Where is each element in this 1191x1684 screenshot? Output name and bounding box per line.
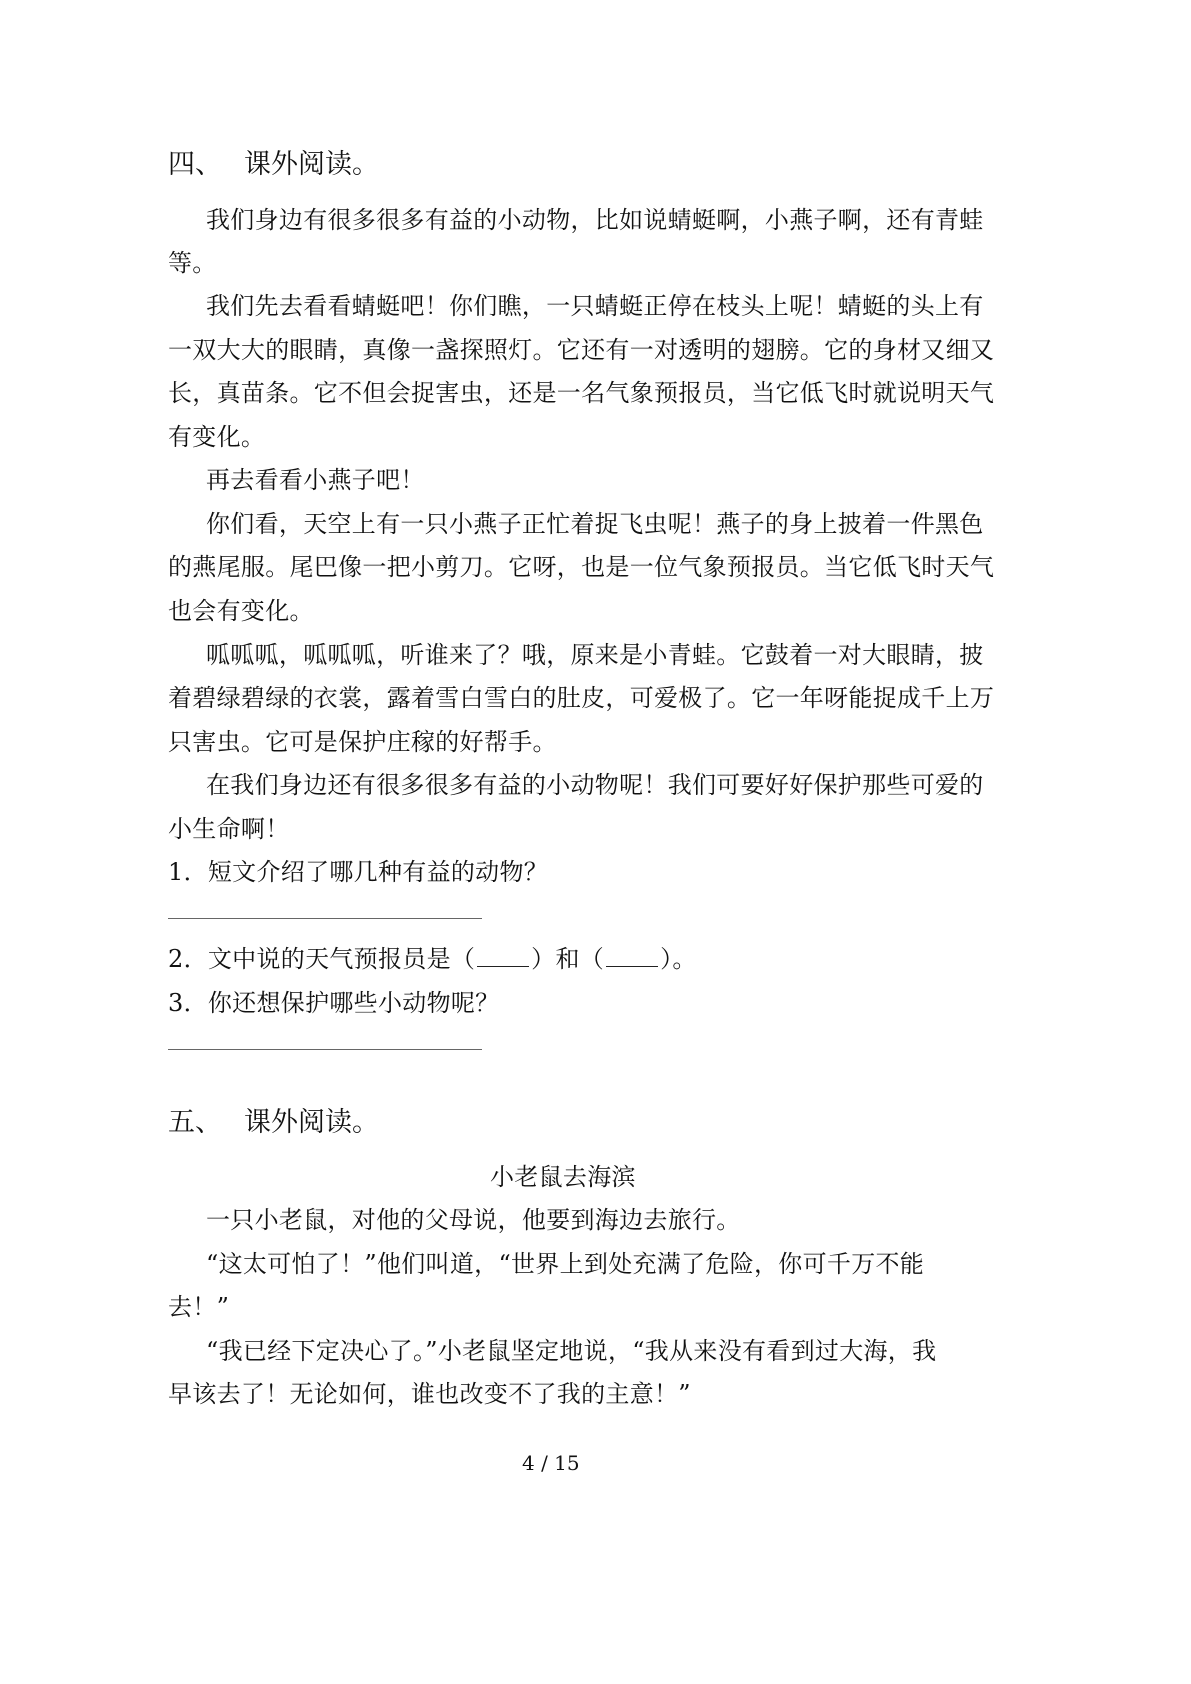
paragraph-line: 也会有变化。: [168, 597, 314, 625]
section-4-heading: [168, 142, 379, 181]
question-2-mid: ）和（: [531, 945, 605, 973]
paragraph-line: 的燕尾服。尾巴像一把小剪刀。它呀，也是一位气象预报员。当它低飞时天气: [168, 553, 995, 581]
question-2-prefix: 2．文中说的天气预报员是（: [168, 945, 476, 973]
paragraph-line: 一只小老鼠，对他的父母说，他要到海边去旅行。: [206, 1206, 741, 1234]
section-title: 课外阅读。: [244, 1107, 379, 1138]
paragraph-line: 再去看看小燕子吧！: [206, 466, 425, 494]
section-number: 四、: [168, 149, 222, 180]
paragraph-line: 你们看，天空上有一只小燕子正忙着捉飞虫呢！燕子的身上披着一件黑色: [206, 510, 984, 538]
paragraph-line: 去！”: [168, 1293, 230, 1321]
paragraph-line: 我们先去看看蜻蜓吧！你们瞧，一只蜻蜓正停在枝头上呢！蜻蜓的头上有: [206, 292, 984, 320]
question-2: [168, 939, 697, 974]
paragraph-line: “这太可怕了！”他们叫道，“世界上到处充满了危险，你可千万不能: [206, 1250, 925, 1278]
paragraph-line: 一双大大的眼睛，真像一盏探照灯。它还有一对透明的翅膀。它的身材又细又: [168, 336, 995, 364]
paragraph-line: 长，真苗条。它不但会捉害虫，还是一名气象预报员，当它低飞时就说明天气: [168, 379, 995, 407]
paragraph-line: 呱呱呱，呱呱呱，听谁来了？哦，原来是小青蛙。它鼓着一对大眼睛，披: [206, 641, 984, 669]
paragraph-line: 有变化。: [168, 423, 266, 451]
answer-line[interactable]: [168, 918, 482, 919]
paragraph-line: 早该去了！无论如何，谁也改变不了我的主意！”: [168, 1380, 691, 1408]
paragraph-line: 在我们身边还有很多很多有益的小动物呢！我们可要好好保护那些可爱的: [206, 771, 984, 799]
paragraph-line: 小生命啊！: [168, 815, 290, 843]
question-2-suffix: ）。: [660, 945, 697, 973]
section-title: 课外阅读。: [244, 149, 379, 180]
page-number: 4 / 15: [522, 1451, 580, 1475]
paragraph-line: 着碧绿碧绿的衣裳，露着雪白雪白的肚皮，可爱极了。它一年呀能捉成千上万: [168, 684, 995, 712]
answer-line[interactable]: [168, 1049, 482, 1050]
answer-blank[interactable]: [606, 946, 658, 967]
question-1: 1．短文介绍了哪几种有益的动物？: [168, 858, 549, 886]
section-5-heading: [168, 1100, 379, 1139]
question-3: 3．你还想保护哪些小动物呢？: [168, 989, 500, 1017]
answer-blank[interactable]: [477, 946, 529, 967]
paragraph-line: 我们身边有很多很多有益的小动物，比如说蜻蜓啊，小燕子啊，还有青蛙: [206, 206, 984, 234]
paragraph-line: 只害虫。它可是保护庄稼的好帮手。: [168, 728, 557, 756]
section-number: 五、: [168, 1107, 222, 1138]
story-title: 小老鼠去海滨: [490, 1163, 636, 1191]
paragraph-line: “我已经下定决心了。”小老鼠坚定地说，“我从来没有看到过大海，我: [206, 1337, 937, 1365]
paragraph-line: 等。: [168, 249, 217, 277]
